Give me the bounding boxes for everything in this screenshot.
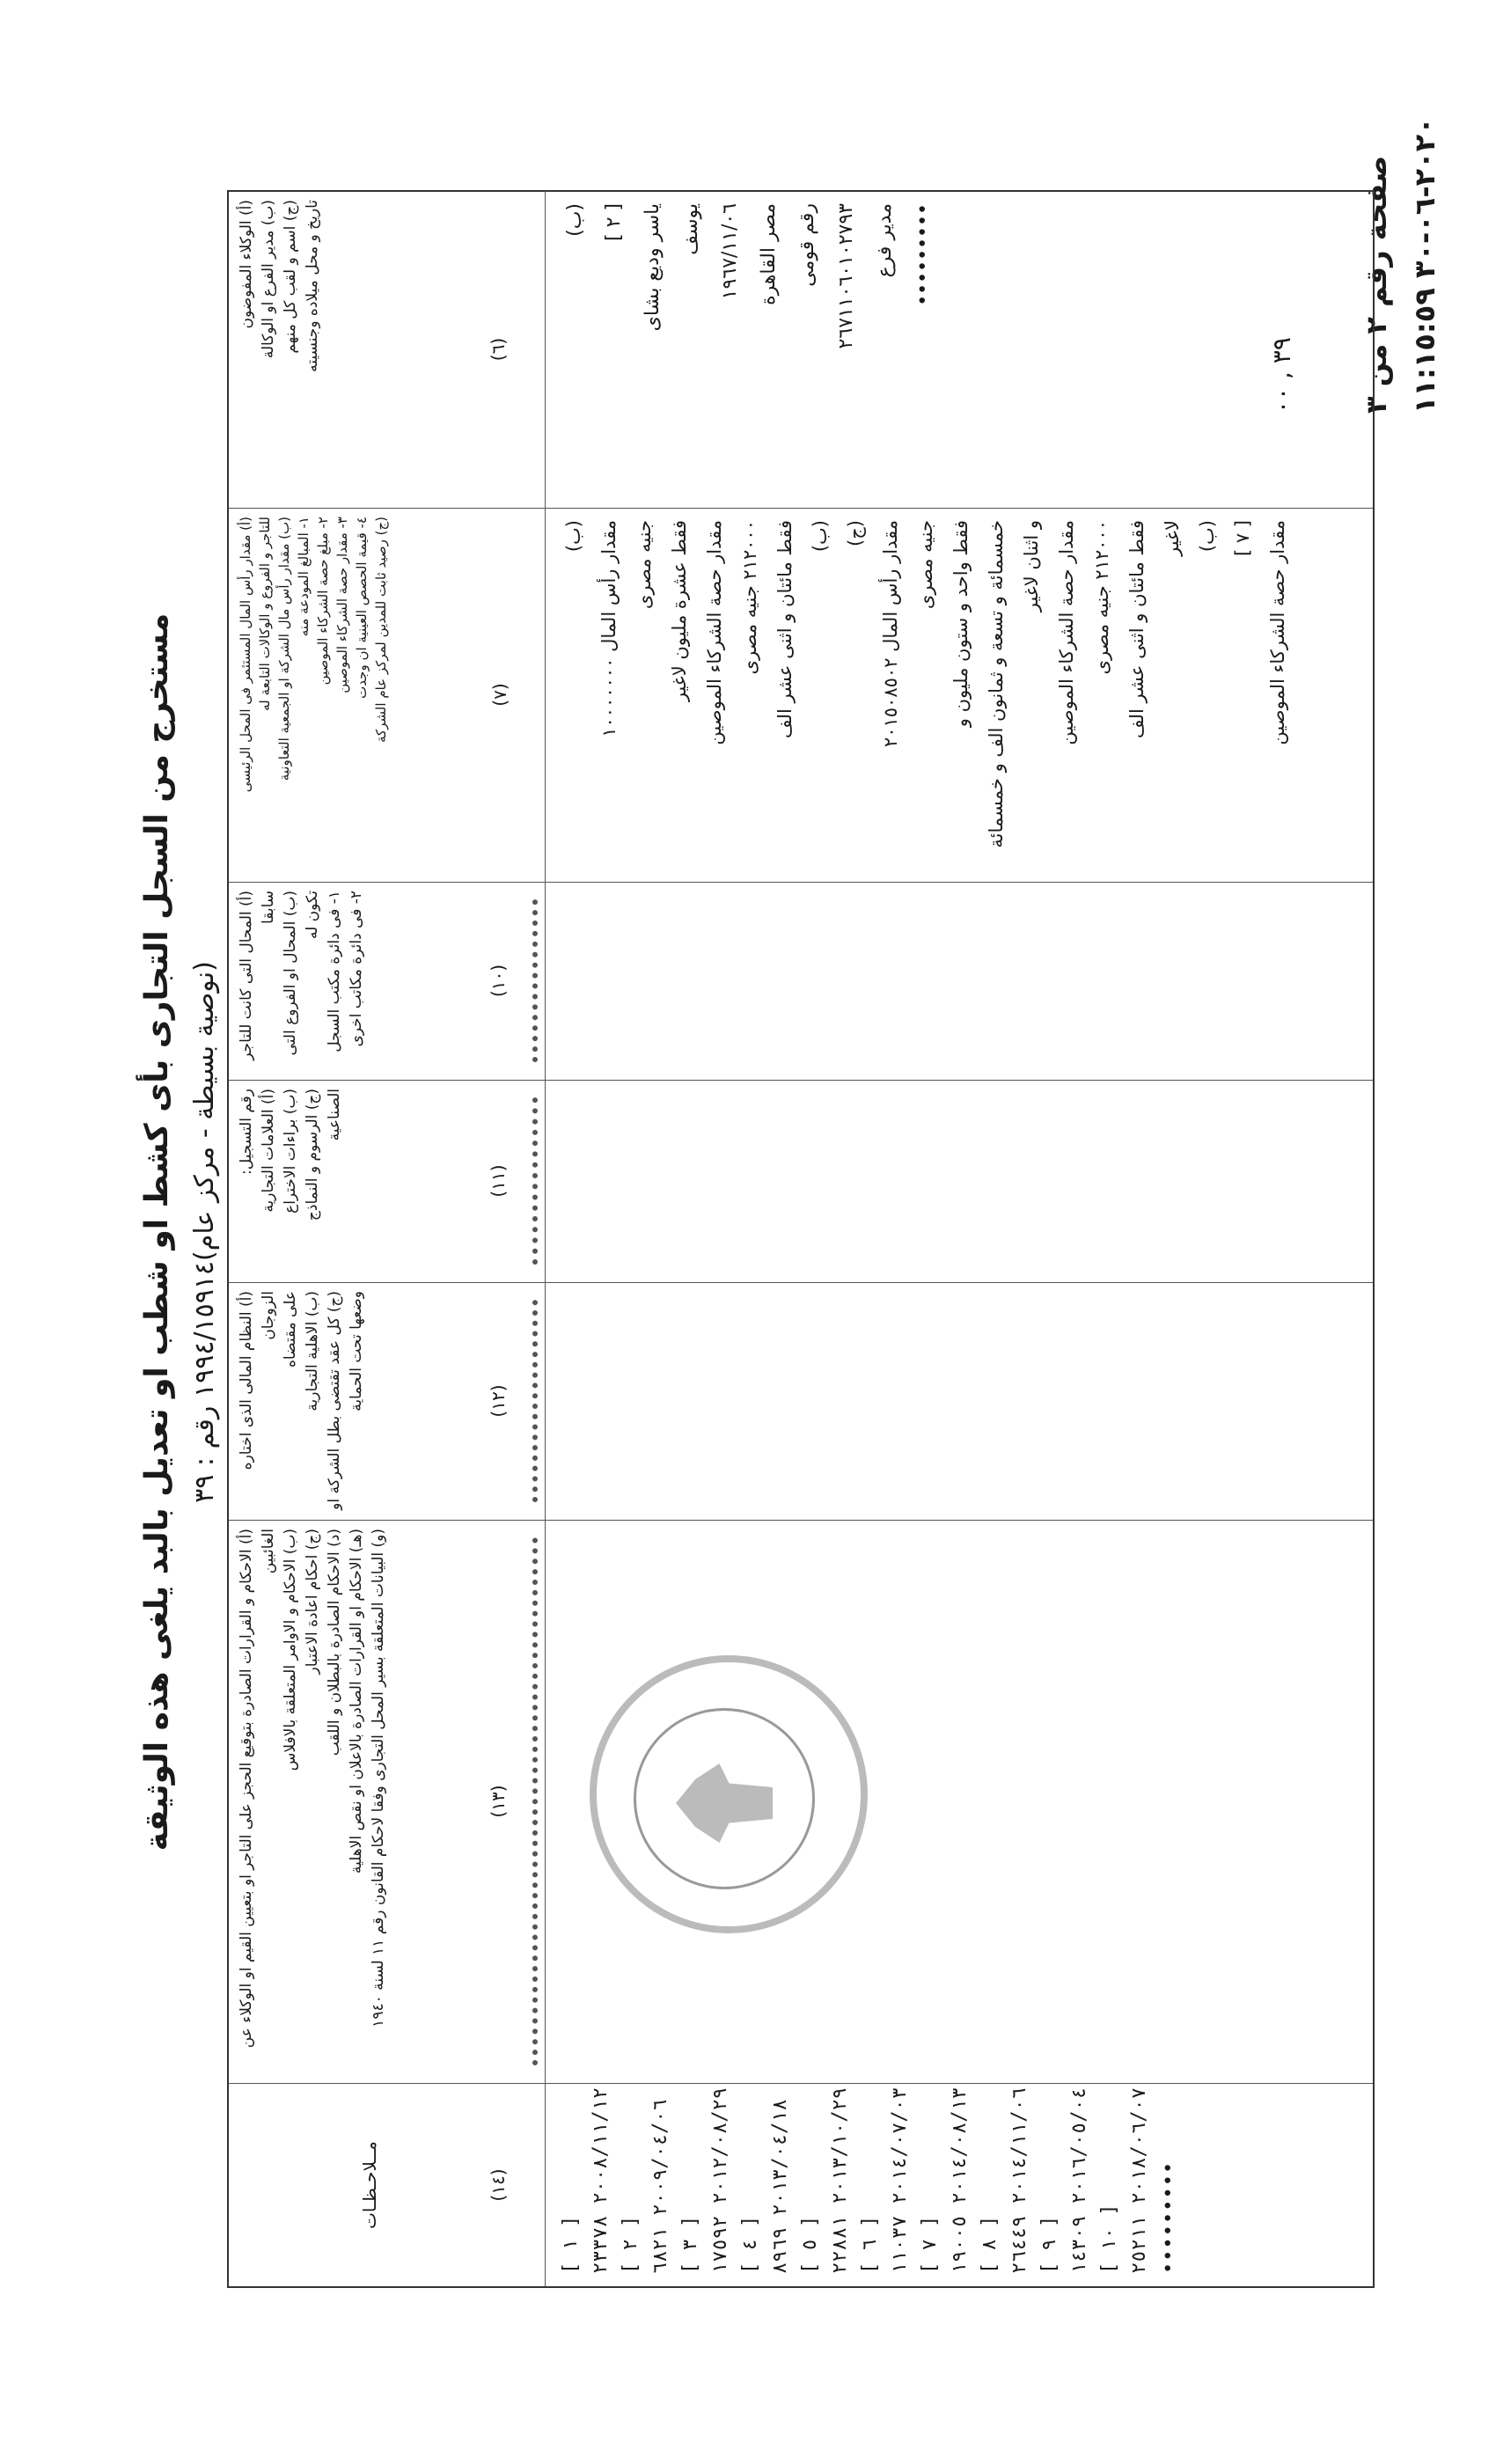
column-6: [229, 191, 1373, 509]
body-line: مصر القاهرة: [758, 203, 780, 305]
body-line: لاغير: [1162, 520, 1183, 556]
note-ref: [ ٥ ]: [799, 2215, 821, 2274]
column-7-header: [229, 508, 546, 882]
column-7-number: (٧): [489, 683, 510, 707]
body-line: مقدار رأس المال ٢٠١٥٠٨٥٠٢: [880, 520, 901, 748]
header-line: (هـ) الاحكام او القرارات الصادرة بالاعلان او نقص الاهلية: [348, 1529, 365, 1874]
note-ref: [ ٧ ]: [919, 2215, 941, 2274]
dotted-divider: [532, 1097, 538, 1265]
column-10-number: (١٠): [488, 964, 509, 998]
dotted-divider: [532, 1537, 538, 2065]
column-14-header: [229, 2084, 546, 2286]
header-line: (ب) الاهلية التجارية: [304, 1291, 321, 1412]
column-14-number: (١٤): [488, 2168, 509, 2202]
column-11-header: [229, 1080, 546, 1282]
body-line: و اثنان لاغير: [1021, 520, 1042, 612]
header-line: (أ) الاحكام و القرارات الصادرة بتوقيع الحجز على التاجر او بتعيين القيم او الوكلاء عن الغائبين: [238, 1529, 277, 2049]
header-line: ٤- قيمة الحصص العينية ان وجدت: [354, 517, 370, 699]
body-line: مدير فرع: [874, 203, 896, 278]
column-11: [229, 1080, 1373, 1283]
body-line: مقدار رأس المال ١٠٠٠٠٠٠٠: [598, 520, 620, 737]
note-ref: •••••••••: [1158, 2160, 1180, 2274]
body-line: فقط مائتان و اثنى عشر الف: [1126, 520, 1148, 739]
official-seal: [590, 1655, 868, 1933]
header-line: (أ) مقدار رأس المال المستثمر فى المحل الرئيسى: [238, 517, 253, 793]
header-line: ١- فى دائرة مكتب السجل: [326, 891, 343, 1052]
header-line: (ب) مقدار رأس مال الشركة او الجمعية التعاونية: [276, 517, 292, 781]
header-line: للتاجر و الفروع و الوكالات التابعة له: [257, 517, 273, 711]
document-reference: ٣٩ , ٠٠: [1267, 337, 1296, 414]
note-ref: ٢٠١٤/٠٧/٠٣ ١١٠٣٧: [889, 2087, 911, 2274]
body-line: ياسر وديع بشاى: [642, 203, 664, 332]
body-line: مقدار حصة الشركاء الموصين: [1056, 520, 1077, 745]
note-ref: ٢٠١٢/٠٨/٢٩ ١٧٥٩٢: [709, 2087, 731, 2274]
notes-heading: مــلاحـظـات: [359, 2141, 380, 2229]
body-line: خمسمائة و تسعة و ثمانون الف و خمسمائة: [986, 520, 1007, 848]
body-line: جنيه مصرى: [634, 520, 655, 610]
header-line: ٢- مبلغ حصة الشركاء الموصين: [315, 517, 331, 686]
note-ref: ٢٠١٤/١١/٠٦ ٢٦٤٤٩: [1008, 2087, 1030, 2274]
header-line: (ج) رصيد ثابت للمدين لمركز عام الشركة: [373, 517, 389, 744]
body-line: رقم قومى: [796, 203, 818, 287]
body-line: جنيه مصرى: [915, 520, 936, 610]
header-line: (ب) الاحكام و الاوامر المتعلقة بالافلاس: [282, 1529, 299, 1771]
column-10-header: [229, 882, 546, 1080]
note-ref: [ ٩ ]: [1038, 2215, 1060, 2274]
header-line: (ج) كل عقد تقتضى بطل الشركة او: [326, 1291, 343, 1510]
body-line: ٢٦٧١١٠٦٠١٠٢٧٩٣: [835, 203, 857, 349]
body-line: فقط واحد و ستون مليون و: [950, 520, 972, 728]
body-line: (ب): [563, 520, 584, 553]
header-line: (ج) اسم و لقب كل منهم: [282, 200, 299, 354]
header-line: (ب) المحال او الفروع التى تكون له: [282, 891, 321, 1056]
column-12-number: (١٢): [488, 1384, 509, 1418]
header-line: (ج) احكام اعادة الاعتبار: [304, 1529, 321, 1675]
body-line: فقط عشرة مليون لاغير: [669, 520, 690, 702]
body-line: يوسف: [680, 203, 702, 255]
header-line: ٢- فى دائرة مكاتب اخرى: [348, 891, 365, 1047]
column-6-number: (٦): [488, 337, 509, 362]
body-line: (ب): [1197, 520, 1218, 553]
note-ref: ٢٠٠٩/٠٤/٠٦ ٦٨٢١: [649, 2099, 671, 2274]
body-line: فقط مائتان و اثنى عشر الف: [774, 520, 796, 739]
column-13-header: [229, 1520, 546, 2083]
document-subtitle: (نوصية بسيطة - مركز عام)١٩٩٤/١٥٩١٤ رقم : ٣٩: [189, 961, 220, 1503]
body-line: (ج): [845, 520, 866, 546]
header-line: (ب) مدير الفرع او الوكالة: [260, 200, 277, 359]
header-line: (أ) المحال التى كانت للتاجر سابقا: [238, 891, 277, 1060]
header-line: تاريخ و محل ميلاده وجنسيته: [304, 200, 321, 372]
header-line: (د) الاحكام الصادرة بالبطلان و اللقب: [326, 1529, 343, 1756]
column-13-number: (١٣): [488, 1785, 509, 1818]
note-ref: ٢٠١٦/٠٥/٠٤ ١٤٣٠٩: [1068, 2087, 1090, 2274]
column-7-body: [556, 508, 1364, 882]
note-ref: [ ٤ ]: [739, 2215, 761, 2274]
page-number: صفحة رقم ٢ من ٣: [1360, 155, 1393, 414]
column-11-number: (١١): [488, 1164, 509, 1198]
header-line: وضعها تحت الحماية: [348, 1291, 365, 1412]
column-14: [229, 2084, 1373, 2286]
column-6-body: [556, 191, 1364, 508]
column-10: [229, 882, 1373, 1081]
note-ref: [ ٦ ]: [859, 2215, 881, 2274]
note-ref: ٢٠١٤/٠٨/١٣ ١٩٠٠٥: [949, 2087, 971, 2274]
column-12: [229, 1282, 1373, 1521]
body-line: [ ٢ ]: [603, 203, 625, 241]
body-line: •••••••••: [913, 203, 935, 306]
header-line: (أ) الوكلاء المفوضون: [238, 200, 255, 329]
note-ref: ٢٠٠٨/١١/١٢ ٢٣٣٧٨: [590, 2087, 612, 2274]
timestamp: ٢٠٢٠-٠٦-٣٠ ١١:١٥:٥٩: [1408, 117, 1441, 414]
header-line: ١- المبالغ المودعة منه: [296, 517, 312, 637]
header-line: على مقتضاه: [282, 1291, 299, 1368]
header-line: (أ) العلامات التجارية: [260, 1089, 277, 1213]
body-line: مقدار حصة الشركاء الموصين: [1267, 520, 1288, 745]
dotted-divider: [532, 1300, 538, 1502]
header-line: (ج) الرسوم و النماذج الصناعية: [304, 1089, 343, 1221]
column-6-header: [229, 191, 546, 508]
column-7: [229, 508, 1373, 883]
body-line: (ب): [810, 520, 831, 553]
header-line: (و) البيانات المتعلقة بسير المحل التجارى وفقا لاحكام القانون رقم ١١ لسنة ١٩٤٠: [370, 1529, 387, 2028]
note-ref: ٢٠١٨/٠٦/٠٧ ٢٥٢١١: [1128, 2087, 1150, 2274]
note-ref: [ ١ ]: [560, 2215, 582, 2274]
register-table: [227, 190, 1375, 2288]
header-line: رقم التسجيل:: [238, 1089, 255, 1175]
note-ref: [ ٢ ]: [620, 2215, 642, 2274]
note-ref: [ ٨ ]: [979, 2215, 1001, 2274]
header-line: (ب) براءات الاختراع: [282, 1089, 299, 1214]
dotted-divider: [532, 899, 538, 1062]
note-ref: ٢٠١٣/١٠/٢٩ ٢٢٨٨١: [829, 2087, 851, 2274]
column-13: [229, 1520, 1373, 2084]
body-line: ١٩٦٧/١١/٠٦: [719, 203, 741, 300]
column-14-body: [556, 2084, 1364, 2286]
note-ref: [ ٣ ]: [679, 2215, 701, 2274]
header-line: (أ) النظام المالى الذى اختاره الزوجان: [238, 1291, 277, 1470]
note-ref: ٢٠١٣/٠٤/١٨ ٨٩٦٩: [769, 2099, 791, 2274]
column-12-header: [229, 1282, 546, 1520]
body-line: [ ٧ ]: [1232, 520, 1253, 557]
body-line: ٢١٢٠٠٠ جنيه مصرى: [1091, 520, 1112, 675]
document-title: مستخرج من السجل التجارى بأى كشط او شطب او تعديل بالبد يلغى هذه الوثيقة: [139, 612, 175, 1852]
body-line: ٢١٢٠٠٠ جنيه مصرى: [739, 520, 760, 675]
header-line: ٣- مقدار حصة الشركاء الموصين: [334, 517, 350, 693]
body-line: مقدار حصة الشركاء الموصين: [704, 520, 725, 745]
body-line: (ب): [564, 203, 586, 237]
note-ref: [ ١٠ ]: [1098, 2204, 1120, 2274]
